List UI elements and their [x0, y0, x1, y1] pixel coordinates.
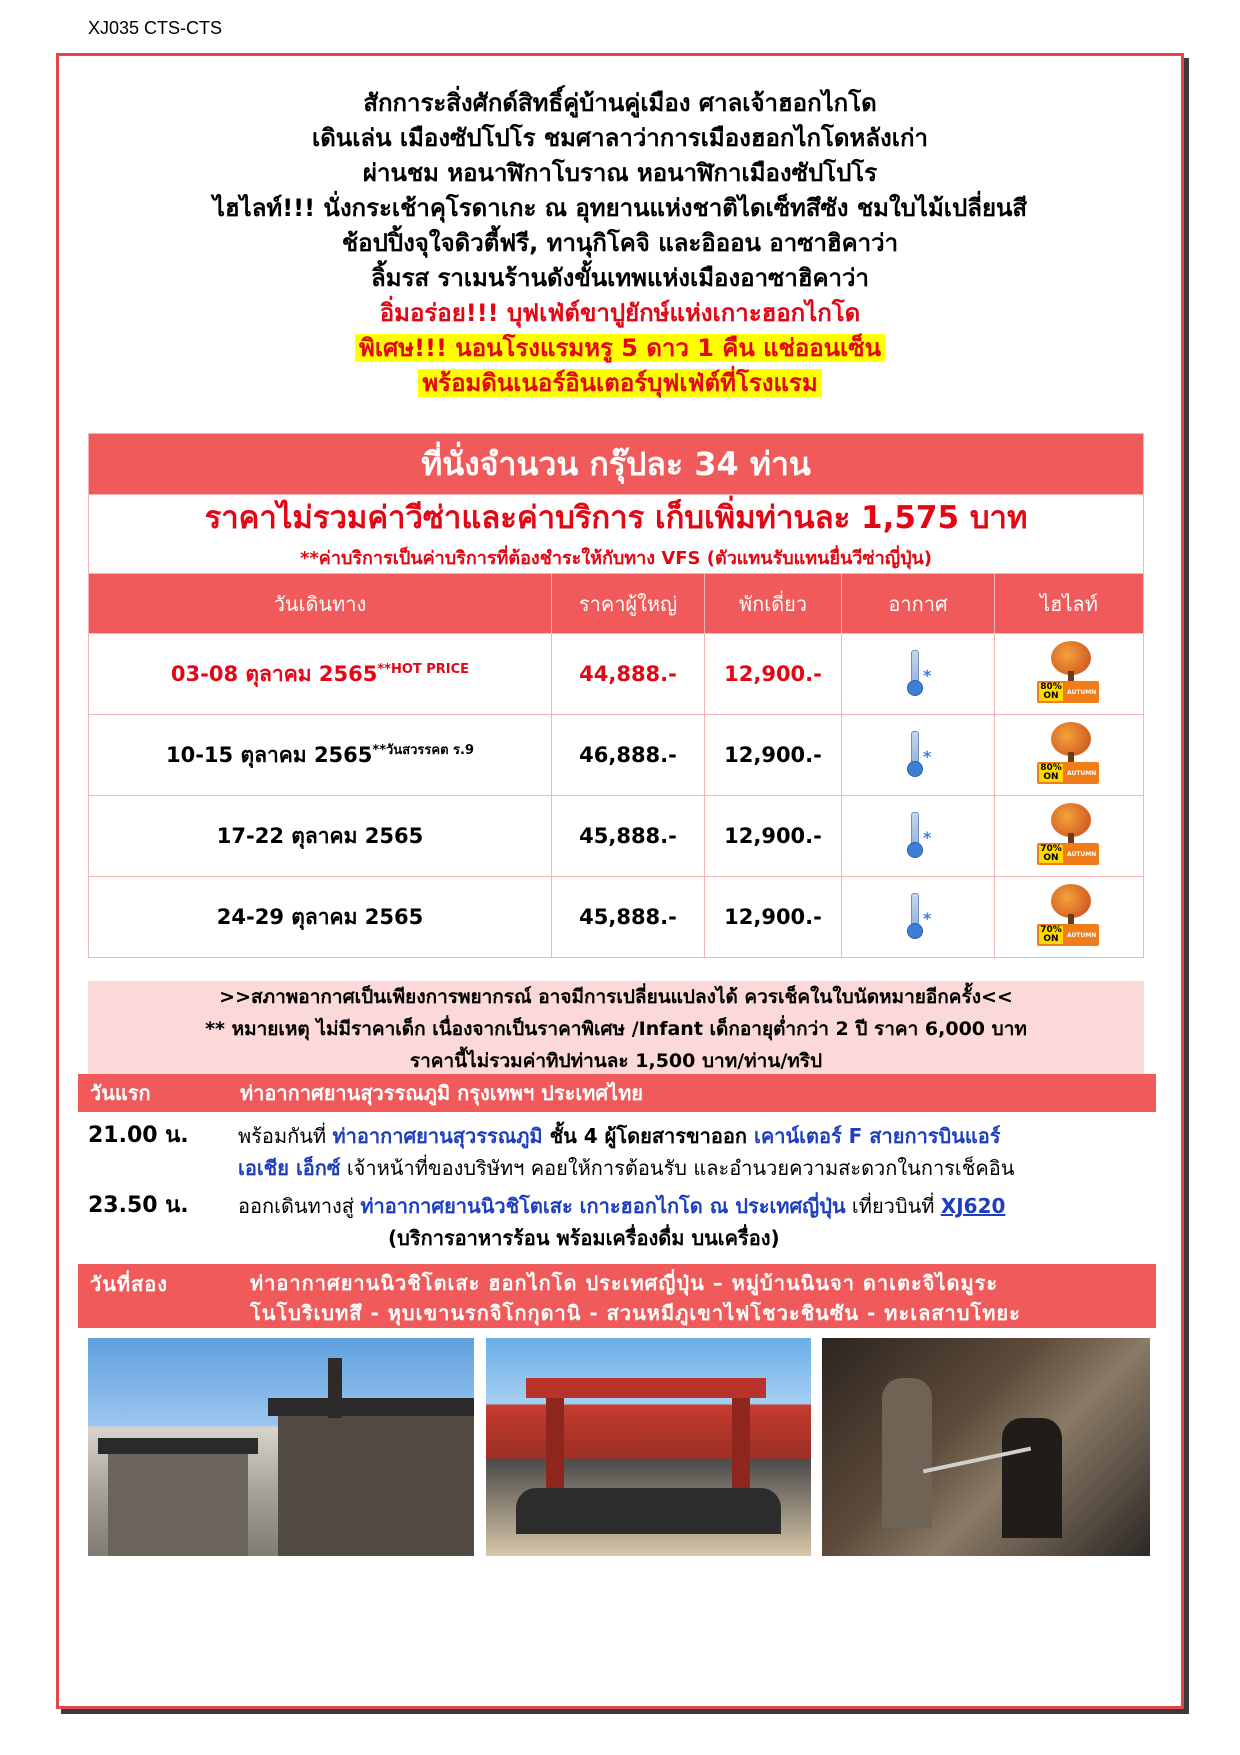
autumn-leaves-icon: 80% ON AUTUMN — [1037, 639, 1101, 705]
schedule-time: 21.00 น. — [88, 1123, 189, 1148]
date-text: 24-29 ตุลาคม 2565 — [216, 904, 424, 929]
travel-date — [89, 634, 552, 715]
autumn-leaves-icon: 70% ON AUTUMN — [1037, 801, 1101, 867]
desc-text: ออกเดินทางสู่ — [238, 1194, 361, 1218]
autumn-percent-badge: 70% ON — [1040, 924, 1062, 944]
tour-headline — [60, 86, 1180, 401]
price-table-header — [89, 574, 1144, 634]
header-single-room: พักเดี่ยว — [705, 574, 842, 634]
adult-price: 45,888.- — [552, 877, 705, 958]
single-price: 12,900.- — [705, 715, 842, 796]
vfs-note: **ค่าบริการเป็นค่าบริการที่ต้องชำระให้กับทาง VFS (ตัวแทนรับแทนยื่นวีซ่าญี่ปุ่น) — [89, 541, 1144, 574]
weather-cell — [842, 715, 995, 796]
thermometer-snow-icon: * — [901, 729, 935, 777]
day2-title-line-2: โนโบริเบทสึ - หุบเขานรกจิโกกุดานิ - สวนหมีภูเขาไฟโชวะชินซัน - ทะเลสาบโทยะ — [250, 1301, 1021, 1325]
date-tag: **HOT PRICE — [377, 661, 470, 677]
weather-cell — [842, 634, 995, 715]
headline-dinner: พร้อมดินเนอร์อินเตอร์บุฟเฟ่ต์ที่โรงแรม — [418, 369, 821, 397]
table-row — [89, 796, 1144, 877]
child-price-note: ** หมายเหตุ ไม่มีราคาเด็ก เนื่องจากเป็นราคาพิเศษ /Infant เด็กอายุต่ำกว่า 2 ปี ราคา 6,000 บาท — [205, 1018, 1027, 1040]
day2-label: วันที่สอง — [90, 1272, 169, 1296]
day2-header — [78, 1264, 1156, 1328]
adult-price: 44,888.- — [552, 634, 705, 715]
day1-header — [78, 1074, 1156, 1112]
headline-dinner-row — [60, 366, 1180, 401]
weather-cell — [842, 796, 995, 877]
meal-note: (บริการอาหารร้อน พร้อมเครื่องดื่ม บนเครื่อง) — [388, 1226, 780, 1250]
weather-cell — [842, 877, 995, 958]
date-text: 10-15 ตุลาคม 2565 — [165, 742, 373, 767]
price-table — [88, 433, 1144, 958]
ninja-show-photo — [822, 1338, 1150, 1556]
single-price: 12,900.- — [705, 796, 842, 877]
headline-line-2: เดินเล่น เมืองซัปโปโร ชมศาลาว่าการเมืองฮอกไกโดหลังเก่า — [312, 124, 928, 152]
table-row — [89, 877, 1144, 958]
travel-date — [89, 715, 552, 796]
autumn-leaves-icon: 80% ON AUTUMN — [1037, 720, 1101, 786]
single-price: 12,900.- — [705, 634, 842, 715]
desc-text: เที่ยวบินที่ — [845, 1194, 941, 1218]
travel-date — [89, 796, 552, 877]
date-text: 17-22 ตุลาคม 2565 — [216, 823, 424, 848]
header-highlight: ไฮไลท์ — [995, 574, 1144, 634]
destination-airport: ท่าอากาศยานนิวชิโตเสะ เกาะฮอกไกโด ณ ประเทศญี่ปุ่น — [360, 1194, 846, 1218]
headline-hotel: พิเศษ!!! นอนโรงแรมหรู 5 ดาว 1 คืน แช่ออนเซ็น — [355, 334, 885, 362]
schedule-description — [238, 1120, 1138, 1184]
highlight-cell — [995, 715, 1144, 796]
headline-line-3: ผ่านชม หอนาฬิกาโบราณ หอนาฬิกาเมืองซัปโปโร — [362, 159, 878, 187]
headline-hotel-row — [60, 331, 1180, 366]
autumn-percent-badge: 80% ON — [1040, 681, 1062, 701]
schedule-description — [238, 1190, 1138, 1222]
counter-info: เคาน์เตอร์ F สายการบินแอร์ — [754, 1124, 1001, 1148]
date-tag: **วันสวรรคต ร.9 — [372, 742, 475, 758]
autumn-percent-badge: 80% ON — [1040, 762, 1062, 782]
highlight-cell — [995, 796, 1144, 877]
table-row — [89, 634, 1144, 715]
date-text: 03-08 ตุลาคม 2565 — [170, 661, 378, 686]
thermometer-snow-icon: * — [901, 648, 935, 696]
day1-label: วันแรก — [90, 1081, 151, 1105]
tip-note: ราคานี้ไม่รวมค่าทิปท่านละ 1,500 บาท/ท่าน/ทริป — [409, 1050, 823, 1072]
notes-box — [88, 981, 1144, 1077]
day1-title: ท่าอากาศยานสุวรรณภูมิ กรุงเทพฯ ประเทศไทย — [240, 1081, 643, 1105]
thermometer-snow-icon: * — [901, 810, 935, 858]
adult-price: 46,888.- — [552, 715, 705, 796]
visa-fee-note: ราคาไม่รวมค่าวีซ่าและค่าบริการ เก็บเพิ่มท่านละ 1,575 บาท — [89, 495, 1144, 542]
autumn-leaves-icon: 70% ON AUTUMN — [1037, 882, 1101, 948]
desc-text: พร้อมกันที่ — [238, 1124, 333, 1148]
desc-text: เจ้าหน้าที่ของบริษัทฯ คอยให้การต้อนรับ และอำนวยความสะดวกในการเช็คอิน — [340, 1156, 1015, 1180]
thermometer-snow-icon: * — [901, 891, 935, 939]
table-row — [89, 715, 1144, 796]
schedule-time: 23.50 น. — [88, 1193, 189, 1218]
day2-title — [250, 1268, 1021, 1328]
adult-price: 45,888.- — [552, 796, 705, 877]
edo-village-photo — [88, 1338, 474, 1556]
headline-line-4: ไฮไลท์!!! นั่งกระเช้าคุโรดาเกะ ณ อุทยานแห่งชาติไดเซ็ทสึซัง ชมใบไม้เปลี่ยนสี — [212, 194, 1028, 222]
document-code: XJ035 CTS-CTS — [88, 18, 223, 38]
headline-line-1: สักการะสิ่งศักด์สิทธิ์คู่บ้านคู่เมือง ศาลเจ้าฮอกไกโด — [363, 89, 877, 117]
day2-title-line-1: ท่าอากาศยานนิวชิโตเสะ ฮอกไกโด ประเทศญี่ปุ่น – หมู่บ้านนินจา ดาเตะจิไดมูระ — [250, 1271, 999, 1295]
airport-name: ท่าอากาศยานสุวรรณภูมิ — [332, 1124, 543, 1148]
header-weather: อากาศ — [842, 574, 995, 634]
headline-line-5: ช้อปปิ้งจุใจดิวตี้ฟรี, ทานุกิโคจิ และอิออน อาซาฮิคาว่า — [341, 229, 899, 257]
travel-date — [89, 877, 552, 958]
desc-text: ชั้น 4 ผู้โดยสารขาออก — [542, 1124, 755, 1148]
header-travel-date: วันเดินทาง — [89, 574, 552, 634]
flight-number-link[interactable]: XJ620 — [940, 1194, 1006, 1218]
header-adult-price: ราคาผู้ใหญ่ — [552, 574, 705, 634]
autumn-percent-badge: 70% ON — [1040, 843, 1062, 863]
highlight-cell — [995, 877, 1144, 958]
seats-banner: ที่นั่งจำนวน กรุ๊ปละ 34 ท่าน — [89, 434, 1144, 495]
airline-name: เอเชีย เอ็กซ์ — [238, 1156, 341, 1180]
headline-crab-buffet: อิ่มอร่อย!!! บุฟเฟ่ต์ขาปูยักษ์แห่งเกาะฮอกไกโด — [379, 299, 861, 327]
single-price: 12,900.- — [705, 877, 842, 958]
ninja-village-gate-photo — [486, 1338, 811, 1556]
headline-line-6: ลิ้มรส ราเมนร้านดังขั้นเทพแห่งเมืองอาซาฮิคาว่า — [371, 264, 869, 292]
weather-note: >>สภาพอากาศเป็นเพียงการพยากรณ์ อาจมีการเปลี่ยนแปลงได้ ควรเช็คในใบนัดหมายอีกครั้ง<< — [219, 986, 1013, 1008]
highlight-cell — [995, 634, 1144, 715]
